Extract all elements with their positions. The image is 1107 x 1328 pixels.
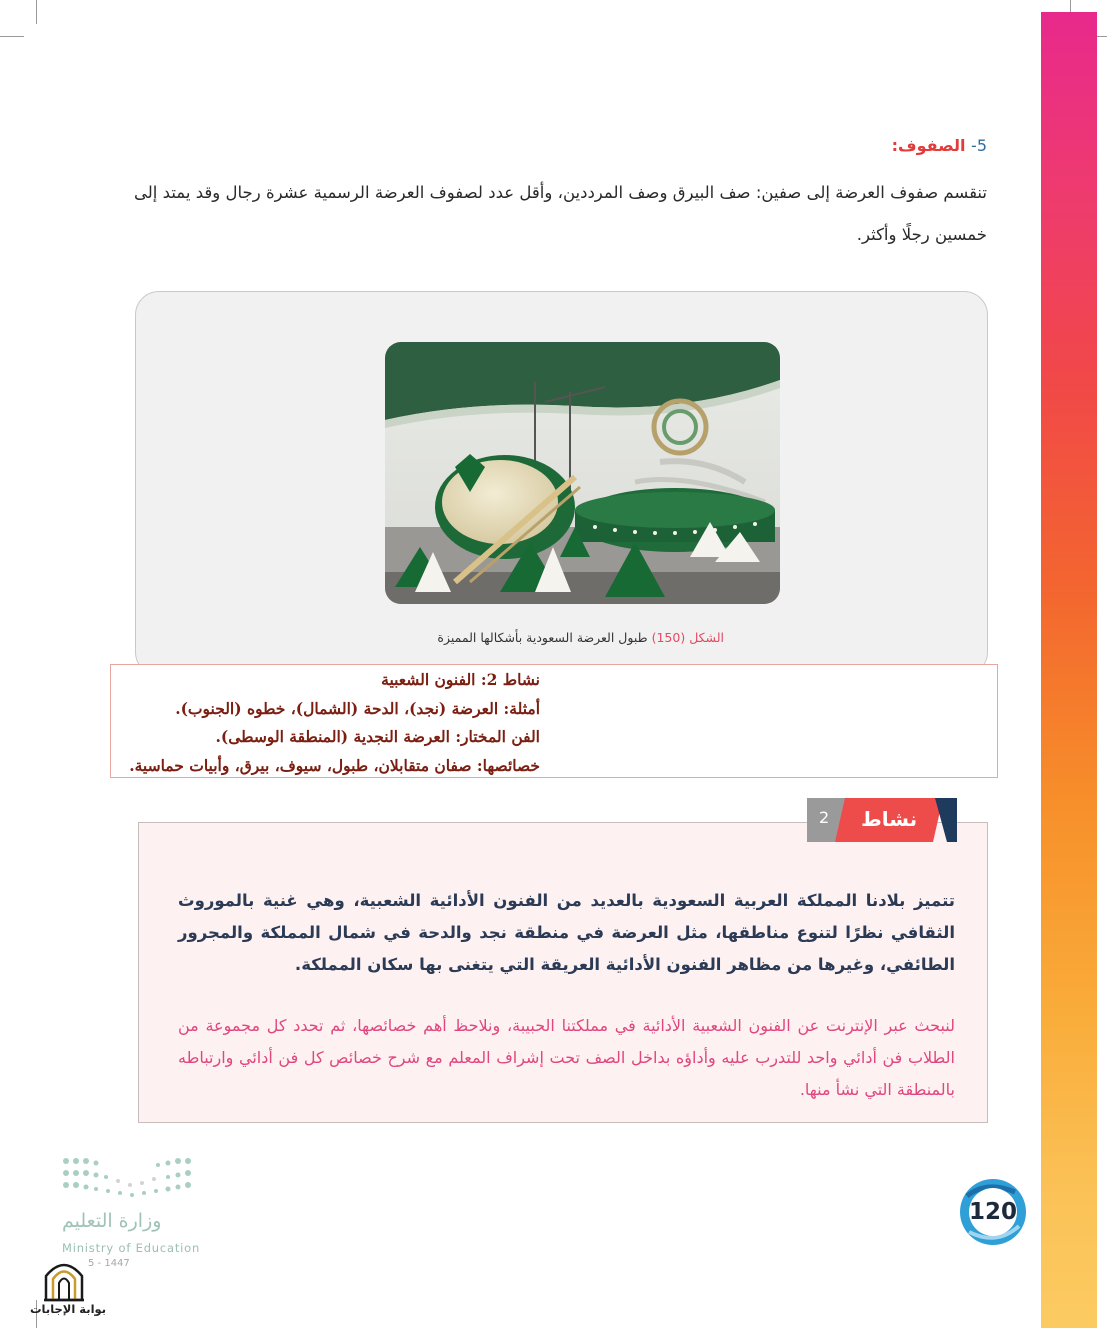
- answers-gate-logo-icon: [42, 1256, 86, 1302]
- ministry-logo-icon: [60, 1155, 200, 1201]
- section-body: تنقسم صفوف العرضة إلى صفين: صف البيرق وصف المرددين، وأقل عدد لصفوف العرضة الرسمية عشرة رجال وقد يمتد إلى خمسين رجلًا وأكثر.: [134, 183, 987, 244]
- section-number: 5-: [971, 136, 987, 155]
- answer-line: الفن المختار: العرضة النجدية (المنطقة الوسطى).: [215, 727, 540, 746]
- ministry-name-en: Ministry of Education: [62, 1241, 201, 1255]
- figure-label: الشكل: [689, 630, 724, 645]
- answer-text: [100, 666, 540, 780]
- activity-paragraph-2: لنبحث عبر الإنترنت عن الفنون الشعبية الأدائية في مملكتنا الحبيبة، ونلاحظ أهم خصائصها، ثم تحدد كل مجموعة من الطلاب فن أدائي واحد للتدرب عليه وأداؤه بداخل الصف تحت إشراف المعلم مع شرح خصائص كل فن أدائي وارتباطه بالمنطقة التي نشأ منها.: [178, 1016, 955, 1099]
- answer-line: نشاط 2: الفنون الشعبية: [381, 670, 540, 689]
- watermark-text: بوابة الإجابات: [30, 1302, 107, 1316]
- page-number: 120: [968, 1199, 1017, 1225]
- activity-title-banner: [805, 798, 957, 842]
- answer-line: خصائصها: صفان متقابلان، طبول، سيوف، بيرق، وأبيات حماسية.: [129, 755, 540, 775]
- crop-mark: [0, 36, 24, 37]
- answer-line: أمثلة: العرضة (نجد)، الدحة (الشمال)، خطوه (الجنوب).: [175, 698, 540, 718]
- decorative-side-strip: [1041, 12, 1097, 1328]
- ministry-name-ar: وزارة التعليم: [62, 1210, 162, 1232]
- edition-year: 5 - 1447: [88, 1258, 130, 1269]
- crop-mark: [36, 0, 37, 24]
- activity-title: نشاط: [861, 807, 918, 831]
- figure-caption: [437, 630, 724, 645]
- activity-number: 2: [819, 808, 830, 827]
- figure-caption-text: طبول العرضة السعودية بأشكالها المميزة: [437, 630, 648, 645]
- section-title: الصفوف:: [891, 136, 966, 155]
- section-heading: [892, 136, 987, 155]
- figure-number: (150): [651, 630, 686, 645]
- drums-photo: [385, 342, 780, 604]
- activity-paragraph-1: تتميز بلادنا المملكة العربية السعودية بالعديد من الفنون الأدائية الشعبية، وهي غنية بالموروث الثقافي نظرًا لتنوع مناطقها، مثل العرضة في منطقة نجد والدحة في شمال المملكة والمجرور الطائفي، وغيرها من مظاهر الفنون الأدائية العريقة التي يتغنى بها سكان المملكة.: [178, 891, 955, 974]
